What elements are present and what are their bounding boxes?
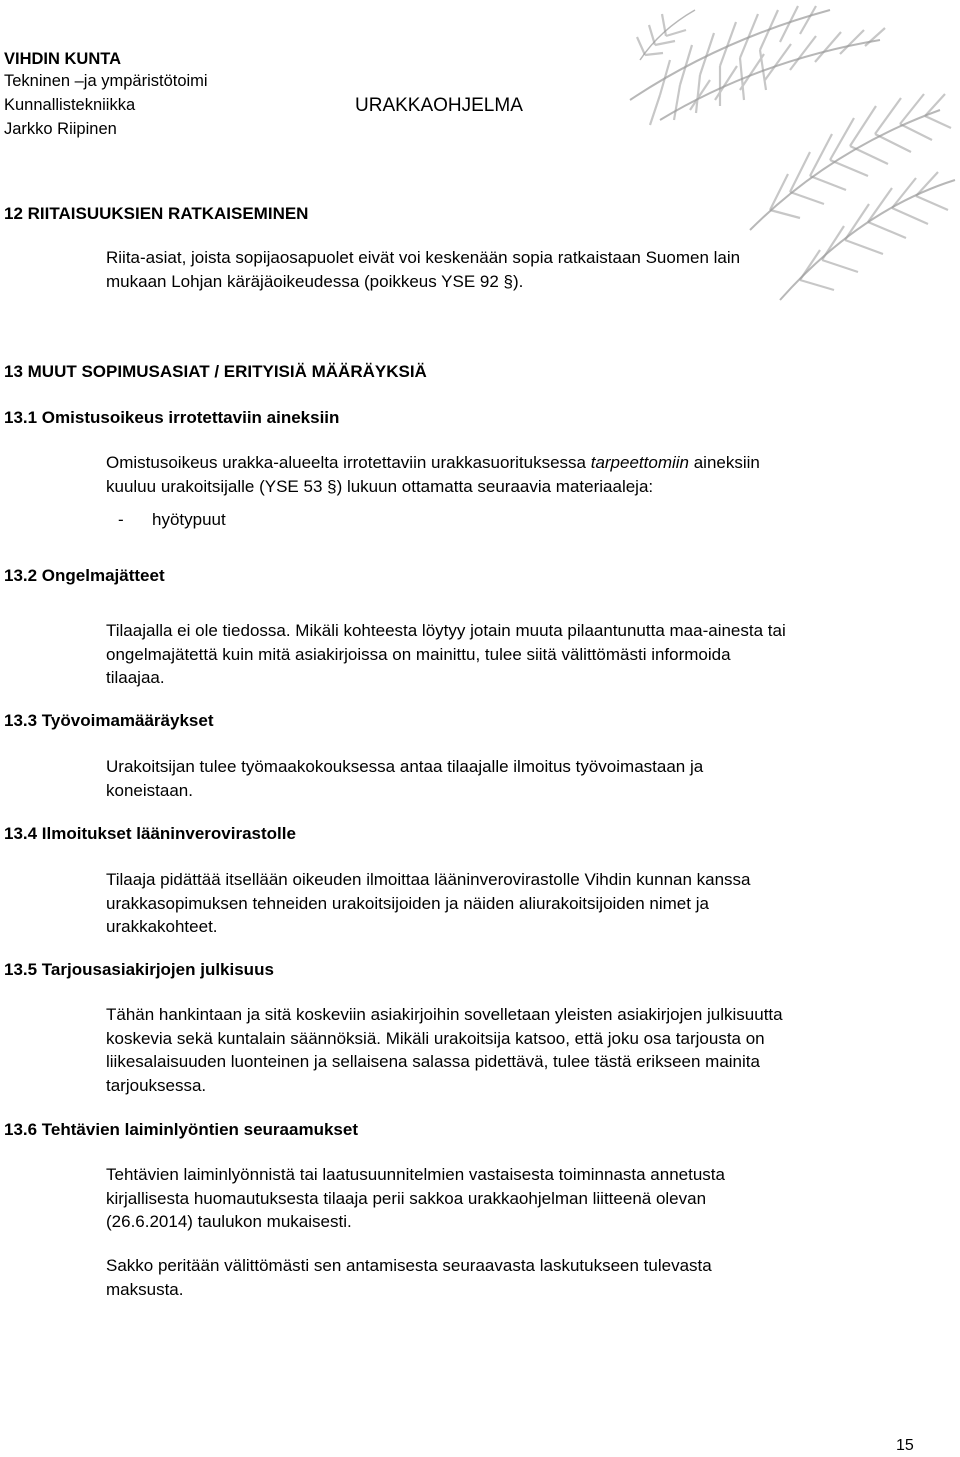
subsection-heading-13-3: 13.3 Työvoimamääräykset: [4, 711, 214, 730]
text-run: Omistusoikeus urakka-alueelta irrotettaviin urakkasuorituksessa: [106, 453, 591, 472]
department: Tekninen –ja ympäristötoimi: [4, 72, 208, 90]
paragraph-line: Urakoitsijan tulee työmaakokouksessa antaa tilaajalle ilmoitus työvoimastaan ja: [106, 757, 704, 776]
author: Jarkko Riipinen: [4, 120, 117, 138]
subsection-13-6-paragraph-2: [106, 1254, 906, 1301]
subsection-heading-13-5: 13.5 Tarjousasiakirjojen julkisuus: [4, 960, 274, 979]
subsection-13-3-paragraph: [106, 755, 906, 802]
subsection-13-4-paragraph: [106, 868, 906, 939]
section-12-paragraph: [106, 246, 906, 293]
document-title: URAKKAOHJELMA: [355, 95, 523, 116]
section-heading-12: 12 RIITAISUUKSIEN RATKAISEMINEN: [4, 204, 309, 223]
paragraph-line: maksusta.: [106, 1279, 184, 1299]
paragraph-line: kuuluu urakoitsijalle (YSE 53 §) lukuun ottamatta seuraavia materiaaleja:: [106, 476, 654, 496]
subsection-heading-13-6: 13.6 Tehtävien laiminlyöntien seuraamukset: [4, 1120, 358, 1139]
paragraph-line: koskevia sekä kuntalain säännöksiä. Mikäli urakoitsija katsoo, että joku osa tarjousta on: [106, 1028, 765, 1048]
paragraph-line: ongelmajätettä kuin mitä asiakirjoissa on mainittu, tulee siitä välittömästi informoida: [106, 644, 731, 664]
subsection-13-5-paragraph: [106, 1003, 906, 1097]
paragraph-line: Tehtävien laiminlyönnistä tai laatusuunnitelmien vastaisesta toiminnasta annetusta: [106, 1165, 725, 1184]
paragraph-line: Tähän hankintaan ja sitä koskeviin asiakirjoihin sovelletaan yleisten asiakirjojen julkisuutta: [106, 1005, 783, 1024]
paragraph-line: Riita-asiat, joista sopijaosapuolet eivät voi keskenään sopia ratkaistaan Suomen lain: [106, 248, 741, 267]
subsection-heading-13-1: 13.1 Omistusoikeus irrotettaviin aineksiin: [4, 408, 340, 427]
paragraph-line: Tilaajalla ei ole tiedossa. Mikäli kohteesta löytyy jotain muuta pilaantunutta maa-ainesta tai: [106, 621, 786, 640]
paragraph-line: [106, 451, 906, 475]
bullet-item: hyötypuut: [152, 510, 226, 529]
paragraph-line: (26.6.2014) taulukon mukaisesti.: [106, 1212, 352, 1231]
subsection-heading-13-2: 13.2 Ongelmajätteet: [4, 566, 165, 585]
section-heading-13: 13 MUUT SOPIMUSASIAT / ERITYISIÄ MÄÄRÄYKSIÄ: [4, 362, 427, 381]
paragraph-line: koneistaan.: [106, 780, 193, 800]
paragraph-line: mukaan Lohjan käräjäoikeudessa (poikkeus YSE 92 §).: [106, 271, 524, 291]
text-run: aineksiin: [689, 453, 760, 472]
paragraph-line: Tilaaja pidättää itsellään oikeuden ilmoittaa lääninverovirastolle Vihdin kunnan kanssa: [106, 870, 751, 889]
unit-name: Kunnallistekniikka: [4, 96, 136, 114]
paragraph-line: tilaajaa.: [106, 668, 165, 687]
subsection-13-2-paragraph: [106, 619, 906, 690]
org-name: VIHDIN KUNTA: [4, 50, 122, 68]
paragraph-line: liikesalaisuuden luonteinen ja sellaisena salassa pidettävä, tulee tästä erikseen mainita: [106, 1052, 760, 1071]
subsection-13-6-paragraph-1: [106, 1163, 906, 1234]
paragraph-line: kirjallisesta huomautuksesta tilaaja perii sakkoa urakkaohjelman liitteenä olevan: [106, 1188, 707, 1208]
emphasized-text: tarpeettomiin: [590, 453, 689, 472]
paragraph-line: tarjouksessa.: [106, 1075, 207, 1095]
page-number: 15: [896, 1437, 914, 1454]
bullet-dash: -: [118, 510, 124, 529]
subsection-heading-13-4: 13.4 Ilmoitukset lääninverovirastolle: [4, 824, 296, 843]
paragraph-line: urakkakohteet.: [106, 917, 218, 936]
paragraph-line: urakkasopimuksen tehneiden urakoitsijoiden ja näiden aliurakoitsijoiden nimet ja: [106, 893, 709, 913]
subsection-13-1-paragraph: [106, 451, 906, 498]
paragraph-line: Sakko peritään välittömästi sen antamisesta seuraavasta laskutukseen tulevasta: [106, 1256, 712, 1275]
